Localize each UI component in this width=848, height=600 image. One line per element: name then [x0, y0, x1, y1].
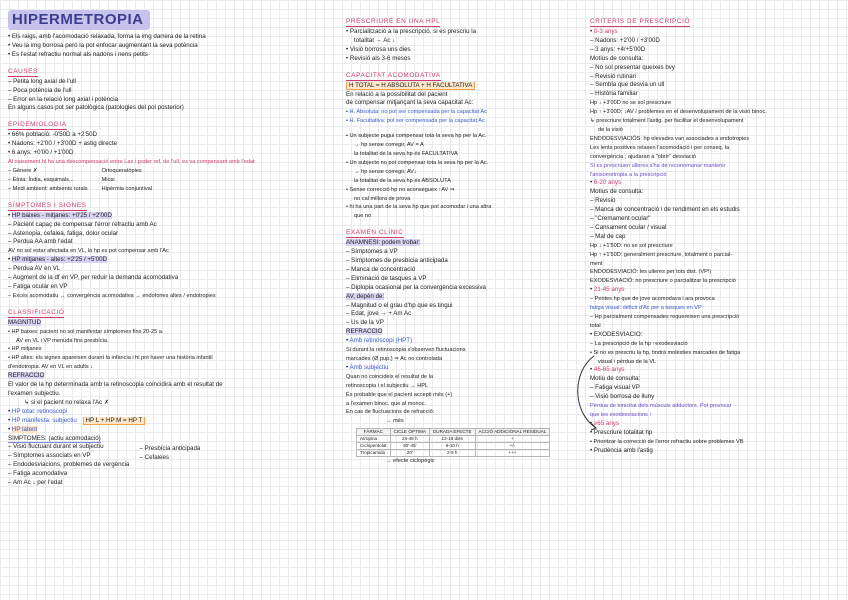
list-item: – Petita long axial de l'ull	[8, 77, 76, 85]
list-item: – Presbícia anticipada	[139, 445, 201, 453]
note-line: En alguns casos pot ser patològica (patologies del pol posterior)	[8, 104, 184, 112]
list-item: – Poca potència de l'ull	[8, 86, 72, 94]
list-item: – Símptomes associats en VP	[8, 452, 91, 460]
list-item: – Manca de concentració	[346, 265, 416, 273]
text-line: ENDODESVIACIÓS: hp elevades van associades a endotropies	[590, 135, 750, 142]
list-item: – Diplopia ocasional per la convergència excessiva	[346, 283, 486, 291]
list-item: AV en VL i VP menuda fins presbícia.	[16, 337, 109, 344]
subheading: • EXODESVIACIÓ:	[590, 330, 643, 338]
list-item: – Fatiga ocular en VP	[8, 282, 68, 290]
text-line: Si durant la retinoscopia s'observen fluctuacions	[346, 347, 466, 354]
subheading: MAGNITUD	[8, 318, 41, 326]
arrow-note: ↳ si el pacient no relaxa l'Ac ✗	[24, 398, 110, 406]
list-item: • Visió borrosa uns dies	[346, 45, 411, 53]
list-item: – Pacient capaç de compensar l'error refractiu amb Ac	[8, 220, 157, 228]
list-item: – Endodesviacions, problemes de vergència	[8, 461, 130, 469]
list-item: • H. Facultativa: pot ser compensada per la capacitat Ac	[346, 118, 485, 125]
list-item: • Amb retinoscopi (HPT)	[346, 337, 413, 345]
list-item: – Pentes hp que de jove acomodava i ara provoca	[590, 296, 715, 303]
list-item: – Magnitud o el grau d'hp que es tingui	[346, 301, 453, 309]
text-line: Quan no coincideix el resultat de la	[346, 373, 434, 380]
section-heading: CRITERIS DE PRESCRIPCIÓ	[590, 18, 691, 25]
list-item: – Ús de la VP	[346, 319, 384, 327]
table-row	[357, 436, 550, 443]
subheading: • HP mitjanes - altes: +2'25 / +5'00D	[8, 256, 108, 264]
text-line: Motius de consulta:	[590, 54, 644, 62]
list-item: – Error en la relació long axial i potència	[8, 95, 119, 103]
table-cell: +/-	[475, 443, 550, 450]
list-item: – Fatiga acomodativa	[8, 470, 68, 478]
table-cell: Atropina	[357, 436, 391, 443]
list-item: – Símptomes de presbícia anticipada	[346, 257, 448, 265]
text-line: Motiu de consulta:	[590, 375, 641, 383]
table-header-row	[357, 429, 550, 436]
factors-block	[8, 167, 340, 194]
list-item: – Nadons: +2'00 / +3'00D	[590, 36, 660, 44]
list-item: • hi ha una part de la seva hp que pot acomodar i una altra	[346, 204, 492, 211]
subheading: AV, depèn de:	[346, 292, 385, 300]
list-item: • Nadons: +2'00 / +3'00D + astig directe	[8, 140, 117, 148]
text-line: Motius de consulta:	[590, 188, 644, 196]
list-item: – 3 anys: +4/+5'00D	[590, 45, 646, 53]
text-line: És probable que el pacient accepti més (+)	[346, 391, 453, 398]
text-line: En cas de fluctuacions de refracció:	[346, 409, 435, 416]
intro-line: • Veu la img borrosa però la pot enfocar augmentant la seva potència	[8, 41, 198, 49]
age-range: • ≥65 anys	[590, 419, 619, 427]
list-item: – Excés acomodatiu → convergència acomodativa → endofories altes / endotropies	[8, 292, 216, 299]
list-item: – Edat, jove → + Am Ac	[346, 310, 412, 318]
list-item: • Si no es prescriu la hp, tindrà molèsties marcades de fatiga	[590, 349, 741, 356]
list-item: → hp sense corregir, AV = A	[354, 142, 424, 149]
list-item: Miosi	[101, 176, 115, 183]
list-item: – Mal de cap	[590, 232, 626, 240]
table-cell: Tropicamida	[357, 450, 391, 457]
curved-arrow-icon	[570, 352, 600, 432]
list-item: • Parcialització a la prescripció, si es prescriu la	[346, 28, 477, 35]
table-cell: 6-10 h	[429, 443, 475, 450]
section-heading: CLASSIFICACIÓ	[8, 308, 65, 316]
list-item: • Sense correcció hp no aconseguex ↑AV ⇒	[346, 186, 455, 193]
list-item: – Història familiar	[590, 90, 638, 98]
list-item: – Hp parcialment compensades requereixen una prescripció	[590, 314, 740, 320]
hp-formula-box: HP L + HP M = HP T	[83, 417, 146, 425]
text-line: Les lents positives relaxen l'acomodació i per conseq. la	[590, 144, 730, 151]
list-item: • HP mitjanes	[8, 346, 42, 353]
list-item: • Prudència amb l'astig	[590, 446, 653, 454]
list-item: • Un subjecte no pot compensar tota la seva hp per la Ac.	[346, 159, 489, 166]
list-item: – Revisió	[590, 197, 616, 205]
column-left	[8, 10, 340, 596]
list-item: fatiga visual: dèficit d'Ac per a tasques en VP	[590, 305, 702, 312]
table-cell: 24-48 h	[390, 436, 429, 443]
warning-line: Al naixement hi ha una descompensació entre Lax i poder ref. de l'ull, es va compensant amb l'edat	[8, 159, 255, 166]
list-item: • Un subjecte pugui compensar tota la seva hp per la Ac.	[346, 133, 487, 140]
text-line: marcades (Ø pup.) ⇒ Ac no controlada	[346, 356, 443, 362]
list-item: – La prescripció de la hp ↑exodesviació	[590, 340, 688, 347]
list-item: – Fatiga visual VP	[590, 384, 640, 392]
list-item: • HP baixes: pacient no sol manifestar símptomes fins 20-25 a.	[8, 328, 164, 335]
list-item: • HP total: retinoscopi	[8, 407, 68, 415]
list-item: – Eliminació de tasques a VP	[346, 274, 427, 282]
section-heading: CAPACITAT ACOMODATIVA	[346, 71, 441, 79]
rule-line: Hp ↓ +3'00D no se sol prescriure	[590, 100, 672, 107]
text-line: El valor de la hp determinada amb la retinoscopia coincidirà amb el resultat de	[8, 381, 223, 389]
age-range: • 46-65 anys	[590, 366, 625, 374]
text-line: convergència ; ajudaran a "obrir" desviació	[590, 153, 696, 160]
list-item: la totalitat de la seva hp és ABSOLUTA	[354, 177, 451, 184]
table-cell: 2-5 h	[429, 450, 475, 457]
rule-line: Hp ↑ +1'50D: generalment prescriure, totalment o parcial-	[590, 251, 733, 258]
text-line: Pèrdua de tonicitat dels músculs adductors. Pot provocar	[590, 403, 732, 410]
section-heading: EXAMEN CLÍNIC	[346, 229, 404, 237]
table-cell: +++	[475, 450, 550, 457]
list-item: – No sol presentar queixes bvy	[590, 63, 675, 71]
text-line: retinoscopia i el subjectiu → HPL	[346, 382, 429, 389]
list-item: – Medi ambient: ambients rurals	[8, 185, 88, 192]
list-item: – Augment de la df en VP, per reduir la demanda acomodativa	[8, 274, 179, 282]
text-line: l'examen subjectiu.	[8, 390, 61, 397]
list-item: – Manca de concentració i de rendiment en els estudis	[590, 206, 740, 214]
text-line: de compensar mitjançant la seva capacitat Ac:	[346, 99, 474, 107]
symptoms-block	[8, 443, 340, 488]
list-item: – Cansament ocular / visual	[590, 223, 667, 231]
list-item: – Gènere ✗	[8, 167, 38, 174]
formula-line	[346, 82, 584, 91]
section-heading: PRESCRIURE EN UNA HPL	[346, 18, 441, 25]
column-right	[590, 10, 844, 596]
list-item: – Am Ac ↓ per l'edat	[8, 479, 63, 487]
text-line: Si es prescriuen ulleres s'ha de reconomanar mantenir	[590, 162, 726, 169]
list-item: • HP latent	[8, 425, 38, 433]
list-item: → hp sense corregir, AV↓	[354, 168, 417, 175]
list-item: no cal millora de prova	[354, 195, 411, 202]
list-item: – Perdua AA amb l'edat	[8, 238, 73, 246]
section-heading: EPIDEMIOLOGIA	[8, 121, 67, 129]
capacity-formula-box: H TOTAL = H ABSOLUTA + H FACULTATIVA	[346, 82, 475, 90]
text-line: l'anisometropia a la prescripció	[590, 171, 667, 178]
intro-line: • És l'estat refractiu normal als nadons i nens petits	[8, 50, 148, 58]
list-item: total	[590, 322, 601, 329]
list-item: • HP altes: els signes apareixen durant la infància i hi pot haver una història infantil	[8, 355, 213, 362]
table-cell: 12-18 dies	[429, 436, 475, 443]
page-title: HIPERMETROPIA	[8, 10, 150, 30]
list-item: Hipèrmia conjuntival	[101, 185, 152, 192]
list-item: – Astenopia, cefalea, fatiga, dolor ocular	[8, 229, 119, 237]
list-item: – Visió borrosa de lluny	[590, 393, 655, 401]
subheading: REFRACCIÓ	[8, 372, 45, 380]
age-range: • 0-3 anys	[590, 28, 618, 35]
table-header: FÀRMAC	[357, 429, 391, 436]
list-item: la totalitat de la seva hp és FACULTATIVA	[354, 150, 458, 157]
list-item: • H. Absoluta: no pot ser compensada per la capacitat Ac	[346, 109, 487, 116]
list-item: Ortoqueratòpies	[101, 167, 142, 174]
table-header: CICLE ÒPTIMA	[390, 429, 429, 436]
list-item: • 6 anys: +0'00 / +1'00D	[8, 149, 74, 157]
list-item: • Revisió als 3-6 mesos	[346, 54, 411, 62]
list-item: d'endotropia. AV en VL en adults ↓	[8, 364, 94, 371]
subheading: • HP baixes - mitjanes: +0'25 / +2'00D	[8, 211, 112, 219]
list-item: visual i pèrdua de la VL	[598, 358, 657, 365]
list-item: • Amb subjectiu	[346, 363, 389, 371]
age-range: • 21-45 anys	[590, 286, 625, 294]
list-item: • HP manifesta: subjectiu HP L + HP M = HP T	[8, 417, 340, 426]
list-item: – Visió fluctuant durant el subjectiu	[8, 443, 104, 451]
table-header: DURADA EFECTE	[429, 429, 475, 436]
section-heading: SÍMPTOMES I SIGNES	[8, 201, 87, 209]
table-cell: 30'-45'	[390, 443, 429, 450]
text-line: a l'examen binoc. que al monoc.	[346, 400, 427, 407]
intro-line: • Els raigs, amb l'acomodació relaxada, forma la img darrera de la retina	[8, 33, 206, 40]
list-item: totalitat → Ac ↓	[354, 36, 396, 44]
table-row	[357, 443, 550, 450]
cycloplegic-table	[356, 428, 550, 457]
table-cell: +	[475, 436, 550, 443]
list-item: – Símptomes a VP	[346, 248, 398, 256]
rule-line: ENDODESVIACIÓ: les ulleres per tots dist. (VP!)	[590, 269, 712, 276]
rule-line: de la visió	[598, 126, 623, 133]
rule-line: Hp ↑ +3'00D: ↓AV / problemes en el desenvolupament de la visió binoc.	[590, 109, 767, 116]
list-item: • Prioritzar la correcció de l'error refractiu sobre problemes VB	[590, 438, 744, 445]
rule-line: ↳ prescriure totalment l'astig. per facilitar el desenvolupament	[590, 118, 744, 125]
rule-line: EXODESVIACIÓ: no prescriure o parcialitzar la prescripció	[590, 278, 736, 285]
text-line: En relació a la possibilitat del pacient	[346, 90, 448, 98]
subheading: REFRACCIÓ	[346, 328, 383, 336]
list-item: • 66% població: -0'50D a +2'50D	[8, 131, 97, 139]
list-item: • Prescriure totalitat hp	[590, 428, 653, 436]
subheading: SÍMPTOMES: (actiu acomodació)	[8, 434, 101, 442]
list-item: – Revisió rutinari	[590, 72, 637, 80]
table-cell: Ciclopentolat	[357, 443, 391, 450]
rule-line: ment	[590, 260, 603, 267]
list-item: que no	[354, 213, 372, 220]
list-item: – "Cremament ocular"	[590, 215, 651, 223]
rule-line: Hp ↓ +1'50D: no se sol prescriure	[590, 242, 673, 249]
subheading: ANAMNESI: podem trobar:	[346, 239, 421, 247]
table-header: ACCIÓ ADDICIONAL RESIDUAL	[475, 429, 550, 436]
note-line: AV no sol estar afectada en VL, la hp es pot compensar amb l'Ac	[8, 248, 169, 255]
arrow-note: → més	[386, 418, 404, 425]
arrow-note: → efecte ciclopègic	[386, 458, 435, 465]
column-middle	[346, 10, 584, 596]
list-item: – Cefalees	[139, 454, 170, 462]
age-range: • 6-20 anys	[590, 179, 622, 187]
list-item: – Ètnia: Índia, esquimals...	[8, 176, 74, 183]
table-cell: 20'	[390, 450, 429, 457]
table-row	[357, 450, 550, 457]
list-item: – Sembla que desvia un ull	[590, 81, 665, 89]
text-line: que les exodesviacions ↑	[590, 411, 653, 418]
list-item: – Perdua AV en VL	[8, 265, 61, 273]
section-heading: CAUSES	[8, 67, 38, 75]
